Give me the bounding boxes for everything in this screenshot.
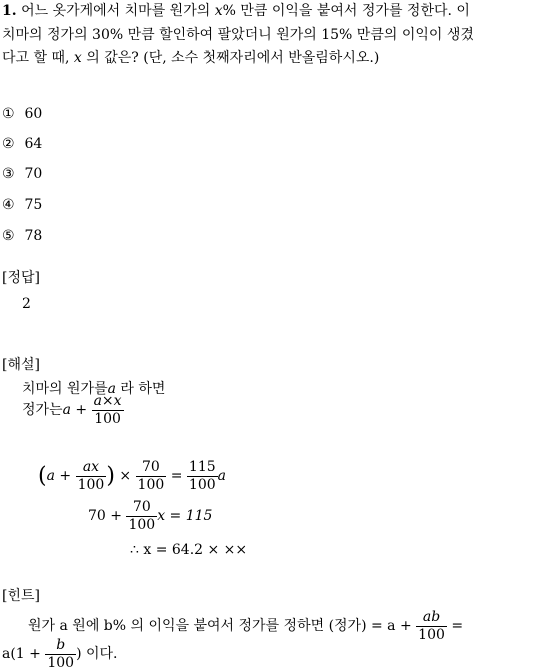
choice-value: 60 — [24, 106, 43, 122]
solution-equation-1 — [38, 460, 226, 492]
solution-line-2 — [22, 394, 124, 426]
fraction-numerator: a×x — [93, 393, 122, 409]
question-text: 의 값은? (단, 소수 첫째자리에서 반올림하시오.) — [86, 50, 380, 66]
choice-5[interactable] — [2, 228, 42, 244]
choice-3[interactable] — [2, 166, 42, 182]
fraction-numerator: b — [45, 638, 76, 655]
hint-text: = — [451, 618, 464, 635]
solution-text: 라 하면 — [120, 381, 166, 397]
fraction-denominator: 100 — [188, 476, 216, 493]
question-line-2: 치마의 정가의 30% 만큼 할인하여 팔았더니 원가의 15% 만큼의 이익이 생겼 — [2, 27, 474, 43]
hint-text: ) 이다. — [76, 646, 118, 663]
question-variable: x — [73, 50, 82, 66]
choice-value: 75 — [24, 197, 43, 213]
hint-text: a(1 + — [2, 646, 41, 663]
choice-mark: ② — [2, 136, 15, 152]
question-variable: x — [214, 3, 223, 19]
solution-equation-3: ∴ x = 64.2 × ×× — [130, 542, 248, 558]
question-line-3 — [2, 47, 379, 67]
answer-heading: [정답] — [2, 270, 40, 286]
choice-mark: ① — [2, 106, 15, 122]
question-number: 1. — [2, 3, 17, 19]
fraction-denominator: 100 — [128, 516, 156, 533]
math-operator: × — [119, 468, 132, 485]
question-line-1 — [2, 0, 470, 20]
math-term: 70 + — [88, 508, 122, 525]
solution-heading: [해설] — [2, 357, 40, 373]
fraction — [45, 638, 76, 670]
fraction-denominator: 100 — [137, 476, 165, 493]
answer-value: 2 — [22, 296, 31, 312]
fraction-denominator: 100 — [47, 654, 75, 671]
math-term: a + — [62, 402, 88, 419]
hint-text: 원가 a 원에 b% 의 이익을 붙여서 정가를 정하면 (정가) = a + — [28, 618, 412, 635]
math-term: a + — [46, 468, 72, 485]
question-text: 다고 할 때, — [2, 50, 70, 66]
fraction — [126, 500, 157, 532]
right-paren: ) — [106, 463, 115, 489]
solution-text: 치마의 원가를 — [22, 381, 108, 397]
fraction-numerator: 70 — [126, 500, 157, 517]
fraction — [92, 394, 124, 426]
solution-variable: a — [107, 381, 116, 397]
hint-line-2 — [2, 638, 118, 670]
fraction-denominator: 100 — [77, 476, 105, 493]
hint-heading: [힌트] — [2, 588, 40, 604]
choice-4[interactable] — [2, 197, 42, 213]
choice-mark: ④ — [2, 197, 15, 213]
choice-mark: ③ — [2, 166, 15, 182]
fraction — [136, 460, 167, 492]
choice-value: 78 — [24, 228, 43, 244]
fraction-denominator: 100 — [418, 626, 445, 643]
choice-value: 64 — [24, 136, 43, 152]
choice-value: 70 — [24, 166, 43, 182]
math-operator: = — [170, 468, 183, 485]
math-term: a — [217, 468, 227, 485]
question-text: % 만큼 이익을 붙여서 정가를 정한다. 이 — [222, 3, 470, 19]
fraction-denominator: 100 — [94, 410, 121, 427]
choice-2[interactable] — [2, 136, 42, 152]
fraction-numerator: ax — [76, 460, 107, 477]
fraction — [416, 610, 447, 642]
left-paren: ( — [38, 463, 47, 489]
fraction — [187, 460, 218, 492]
fraction-numerator: 115 — [188, 459, 216, 475]
question-text: 어느 옷가게에서 치마를 원가의 — [21, 3, 211, 19]
choice-1[interactable] — [2, 106, 42, 122]
math-term: x = 115 — [157, 508, 213, 525]
solution-equation-2 — [88, 500, 212, 532]
solution-text: 정가는 — [22, 402, 63, 419]
choice-mark: ⑤ — [2, 228, 15, 244]
fraction-numerator: ab — [416, 610, 447, 627]
fraction — [76, 460, 107, 492]
fraction-numerator: 70 — [136, 460, 167, 477]
